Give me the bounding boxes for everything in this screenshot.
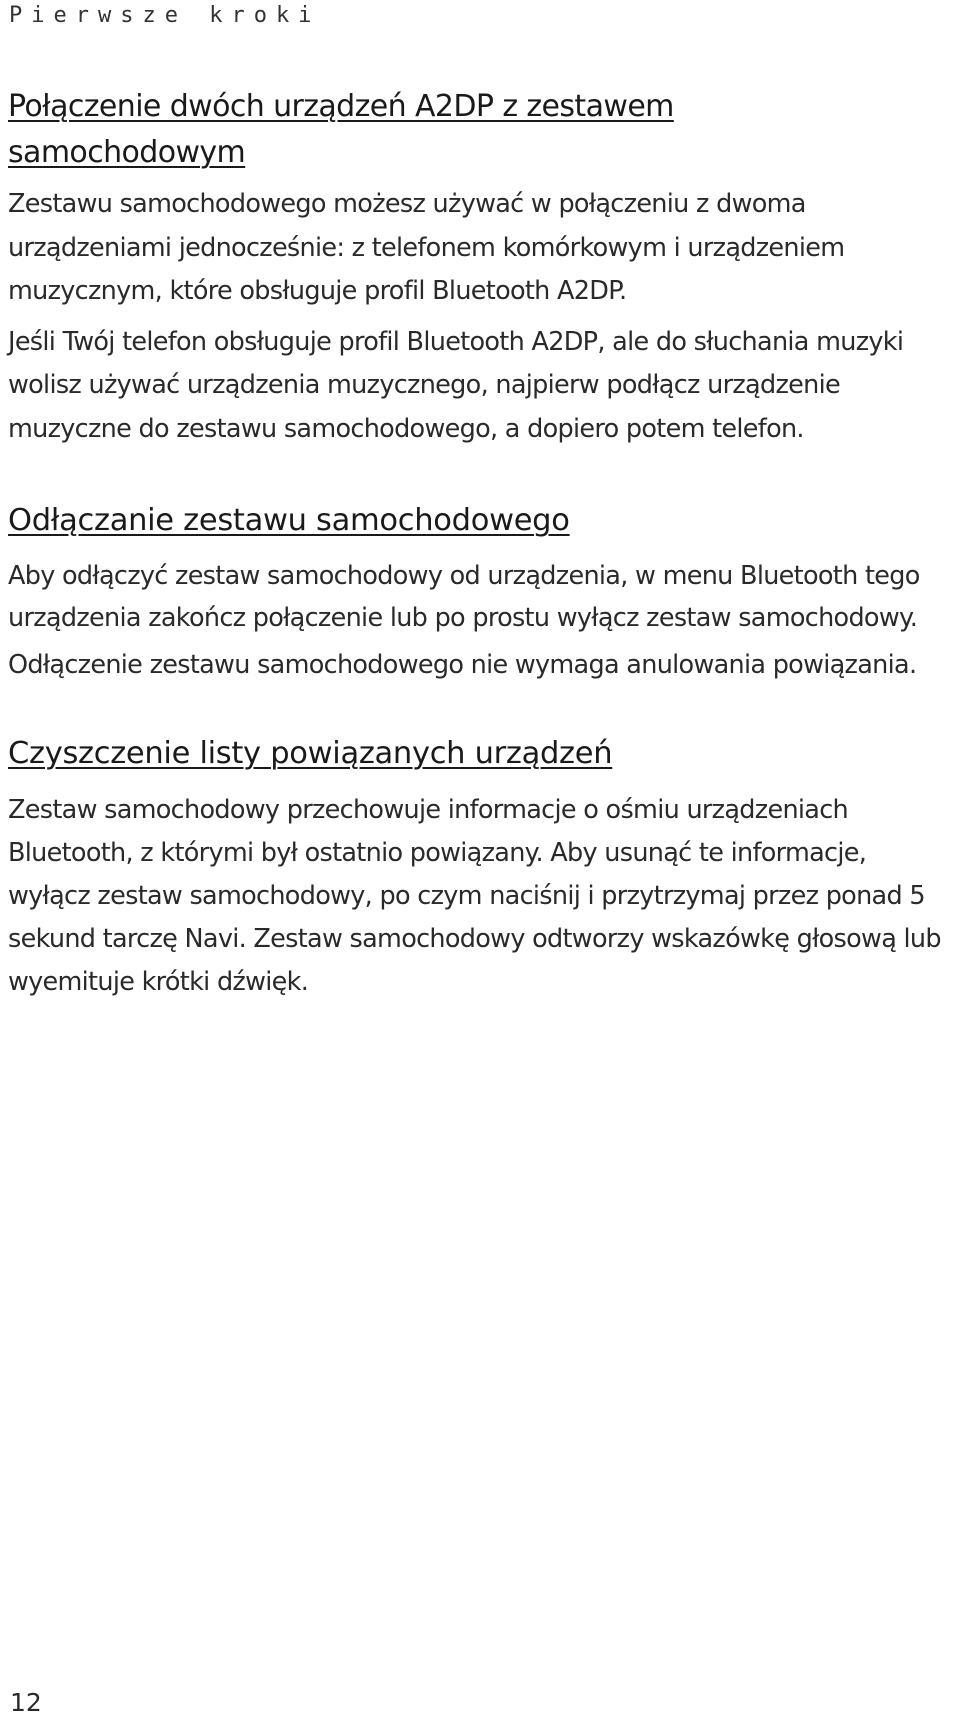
paragraph: Aby odłączyć zestaw samochodowy od urządzenia, w menu Bluetooth tego urządzenia zakończ połączenie lub po prostu wyłącz zestaw samochodowy.: [8, 561, 920, 633]
page-number: 12: [10, 1688, 42, 1717]
paragraph: Zestawu samochodowego możesz używać w połączeniu z dwoma urządzeniami jednocześnie: z telefonem komórkowym i urządzeniem muzycznym, które obsługuje profil Bluetooth A2DP.: [8, 189, 845, 306]
page-content: [8, 84, 954, 1004]
paragraph: Zestaw samochodowy przechowuje informacje o ośmiu urządzeniach Bluetooth, z którymi był ostatnio powiązany. Aby usunąć te informacje, wyłącz zestaw samochodowy, po czym naciśnij i przytrzymaj przez ponad 5 sekund tarczę Navi. Zestaw samochodowy odtworzy wskazówkę głosową lub wyemituje krótki dźwięk.: [8, 795, 941, 997]
section-a2dp-connection: [8, 84, 954, 451]
paragraph: Jeśli Twój telefon obsługuje profil Bluetooth A2DP, ale do słuchania muzyki wolisz używać urządzenia muzycznego, najpierw podłącz urządzenie muzyczne do zestawu samochodowego, a dopiero potem telefon.: [8, 326, 904, 444]
section-disconnecting: [8, 500, 954, 686]
section-heading: Czyszczenie listy powiązanych urządzeń: [8, 736, 613, 771]
running-header: Pierwsze kroki: [9, 3, 321, 28]
section-clearing-paired-list: [8, 733, 954, 1004]
section-heading: Połączenie dwóch urządzeń A2DP z zestawem samochodowym: [8, 89, 674, 170]
paragraph: Odłączenie zestawu samochodowego nie wymaga anulowania powiązania.: [8, 650, 917, 680]
section-heading: Odłączanie zestawu samochodowego: [8, 503, 570, 538]
